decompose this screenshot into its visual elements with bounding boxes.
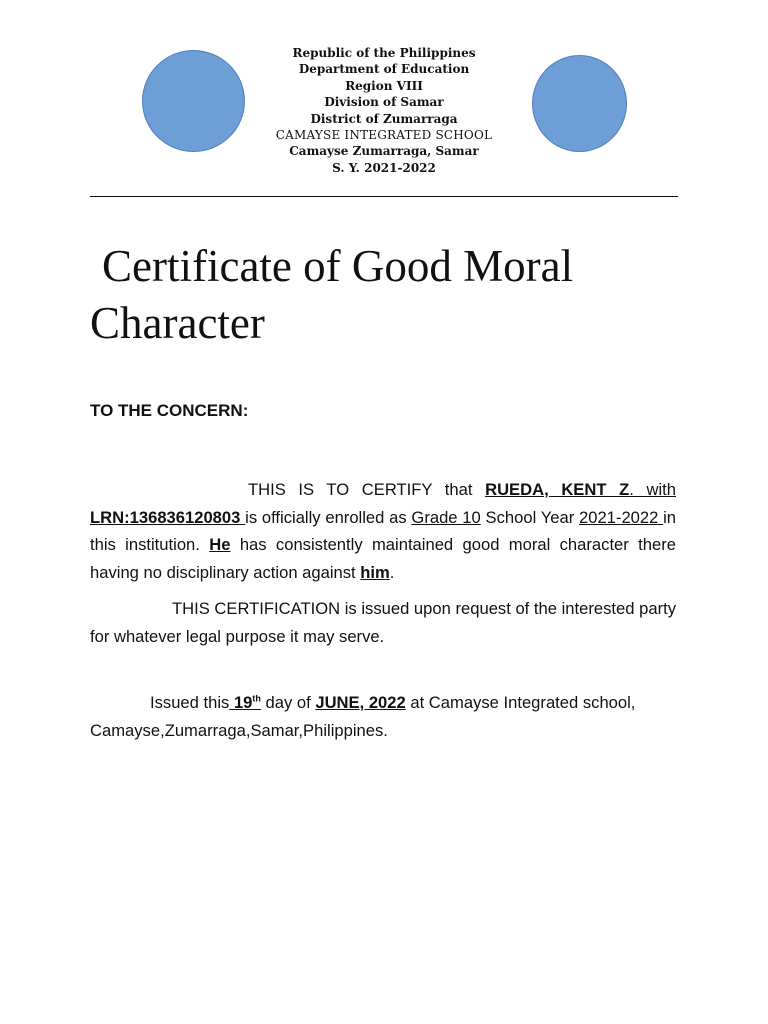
purpose-paragraph	[90, 595, 676, 650]
certification-paragraph	[90, 476, 676, 586]
letterhead-division: Division of Samar	[324, 95, 444, 110]
title-line-1: Certificate of Good Moral	[102, 241, 574, 291]
para1-text-5: in this institution.	[90, 507, 677, 555]
letterhead	[200, 45, 568, 176]
issue-day-suffix: th	[252, 693, 261, 704]
student-grade: Grade 10	[411, 507, 481, 527]
certificate-title	[90, 238, 690, 352]
issue-month-year: JUNE, 2022	[315, 693, 406, 712]
issued-text-2: day of	[260, 693, 316, 712]
letterhead-region: Region VIII	[345, 78, 423, 93]
letterhead-address: Camayse Zumarraga, Samar	[289, 144, 479, 159]
enrolled-school-year: 2021-2022	[579, 507, 664, 527]
letterhead-school-name: CAMAYSE INTEGRATED SCHOOL	[275, 128, 493, 143]
header-divider	[90, 196, 678, 197]
student-name: RUEDA, KENT Z	[485, 480, 630, 499]
student-lrn: LRN:136836120803	[90, 507, 246, 527]
para1-text-6: has consistently maintained good moral character there having no disciplinary action against	[90, 535, 676, 582]
letterhead-department: Department of Education	[298, 62, 470, 77]
title-line-2: Character	[90, 298, 265, 348]
issue-day	[229, 693, 261, 712]
student-pronoun-object: him	[360, 562, 390, 582]
para1-text-4: School Year	[480, 507, 579, 527]
issue-day-number: 19	[229, 693, 253, 712]
letterhead-school-year: S. Y. 2021-2022	[332, 160, 436, 175]
student-pronoun: He	[209, 535, 231, 555]
letterhead-district: District of Zumarraga	[310, 111, 458, 126]
issued-text-1: Issued this	[150, 693, 230, 712]
salutation: TO THE CONCERN:	[90, 401, 249, 420]
letterhead-republic: Republic of the Philippines	[292, 46, 476, 60]
para1-text-7: .	[389, 562, 395, 582]
para1-text-3: is officially enrolled as	[245, 507, 412, 527]
para1-text-1: THIS IS TO CERTIFY that	[248, 480, 486, 499]
para1-text-2: . with	[629, 480, 677, 499]
issuance-paragraph	[90, 689, 676, 744]
issued-text-3: at Camayse Integrated school, Camayse,Zumarraga,Samar,Philippines.	[90, 693, 636, 740]
purpose-text: THIS CERTIFICATION is issued upon request of the interested party for whatever legal purpose it may serve.	[90, 599, 676, 646]
